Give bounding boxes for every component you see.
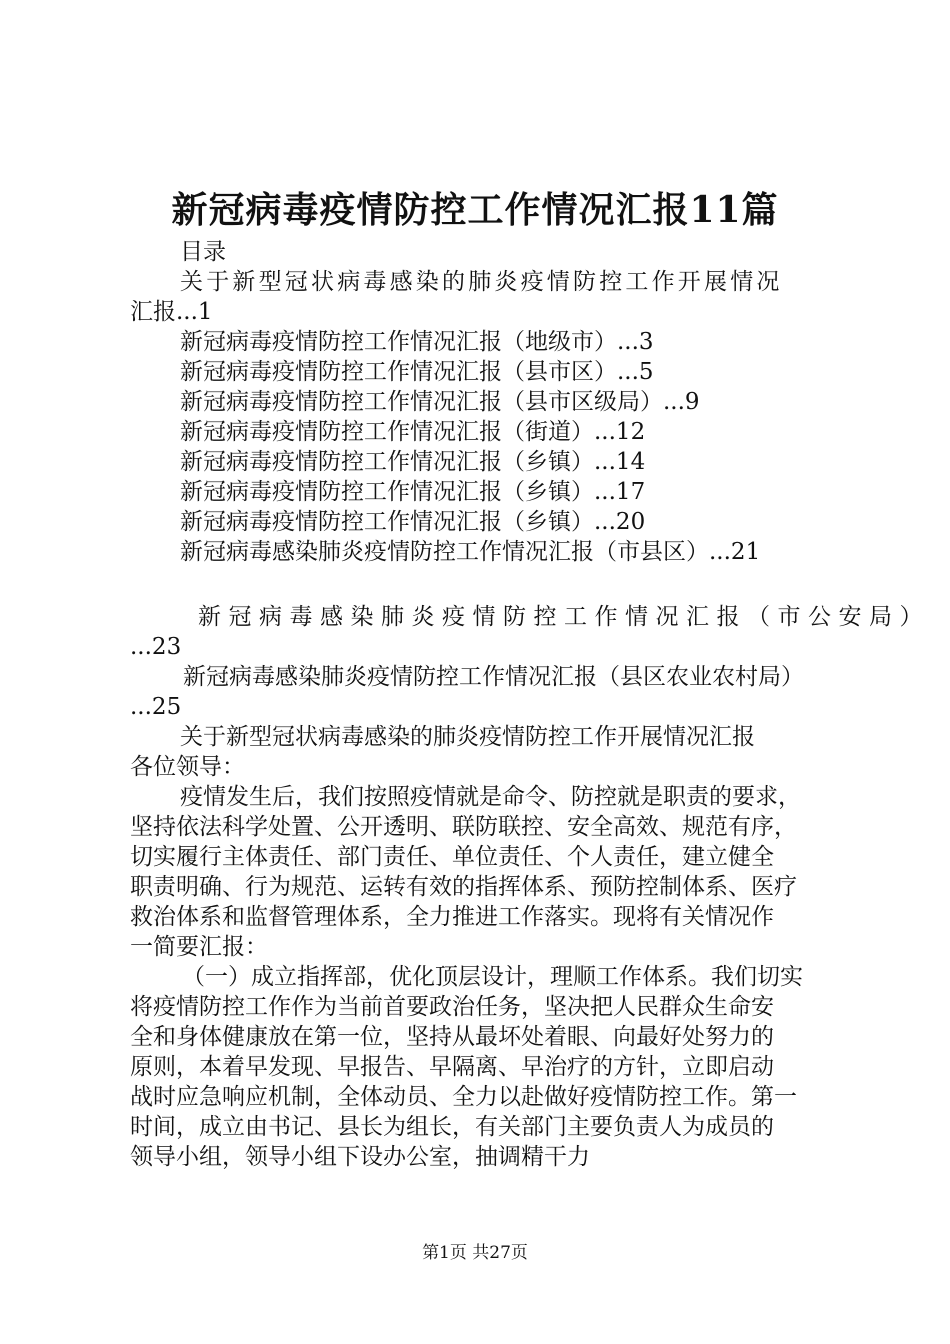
- toc-entry: 新冠病毒疫情防控工作情况汇报（街道）...12: [180, 419, 646, 445]
- paragraph-line: （一）成立指挥部，优化顶层设计，理顺工作体系。我们切实: [182, 964, 803, 990]
- document-title: 新冠病毒疫情防控工作情况汇报11篇: [171, 189, 779, 231]
- paragraph-line: 将疫情防控工作作为当前首要政治任务，坚决把人民群众生命安: [130, 994, 774, 1020]
- toc-entry: ...23: [130, 634, 182, 660]
- paragraph-line: 切实履行主体责任、部门责任、单位责任、个人责任，建立健全: [130, 844, 774, 870]
- paragraph-line: 全和身体健康放在第一位，坚持从最坏处着眼、向最好处努力的: [130, 1024, 774, 1050]
- paragraph-line: 原则，本着早发现、早报告、早隔离、早治疗的方针，立即启动: [130, 1054, 774, 1080]
- toc-heading: 目录: [180, 239, 226, 265]
- paragraph-line: 救治体系和监督管理体系，全力推进工作落实。现将有关情况作: [130, 904, 774, 930]
- toc-entry: 新冠病毒感染肺炎疫情防控工作情况汇报（市公安局）: [198, 604, 930, 630]
- toc-entry: 新冠病毒疫情防控工作情况汇报（地级市）...3: [180, 329, 654, 355]
- salutation: 各位领导：: [130, 754, 245, 780]
- page-footer: 第1页 共27页: [422, 1243, 528, 1263]
- paragraph-line: 一简要汇报：: [130, 934, 268, 960]
- toc-entry: 新冠病毒感染肺炎疫情防控工作情况汇报（市县区）...21: [180, 539, 761, 565]
- toc-entry: 新冠病毒疫情防控工作情况汇报（县市区）...5: [180, 359, 654, 385]
- paragraph-line: 疫情发生后，我们按照疫情就是命令、防控就是职责的要求，: [180, 784, 801, 810]
- toc-entry: 关于新型冠状病毒感染的肺炎疫情防控工作开展情况: [180, 269, 783, 295]
- toc-entry: 新冠病毒疫情防控工作情况汇报（乡镇）...14: [180, 449, 646, 475]
- toc-entry: ...25: [130, 694, 182, 720]
- toc-entry: 汇报...1: [130, 299, 213, 325]
- toc-entry: 新冠病毒疫情防控工作情况汇报（乡镇）...17: [180, 479, 646, 505]
- paragraph-line: 坚持依法科学处置、公开透明、联防联控、安全高效、规范有序，: [130, 814, 797, 840]
- paragraph-line: 战时应急响应机制，全体动员、全力以赴做好疫情防控工作。第一: [130, 1084, 797, 1110]
- section-title: 关于新型冠状病毒感染的肺炎疫情防控工作开展情况汇报: [180, 724, 755, 750]
- paragraph-line: 职责明确、行为规范、运转有效的指挥体系、预防控制体系、医疗: [130, 874, 797, 900]
- paragraph-line: 时间，成立由书记、县长为组长，有关部门主要负责人为成员的: [130, 1114, 774, 1140]
- paragraph-line: 领导小组，领导小组下设办公室，抽调精干力: [130, 1144, 590, 1170]
- toc-entry: 新冠病毒疫情防控工作情况汇报（乡镇）...20: [180, 509, 646, 535]
- toc-entry: 新冠病毒感染肺炎疫情防控工作情况汇报（县区农业农村局）: [183, 664, 804, 690]
- toc-entry: 新冠病毒疫情防控工作情况汇报（县市区级局）...9: [180, 389, 700, 415]
